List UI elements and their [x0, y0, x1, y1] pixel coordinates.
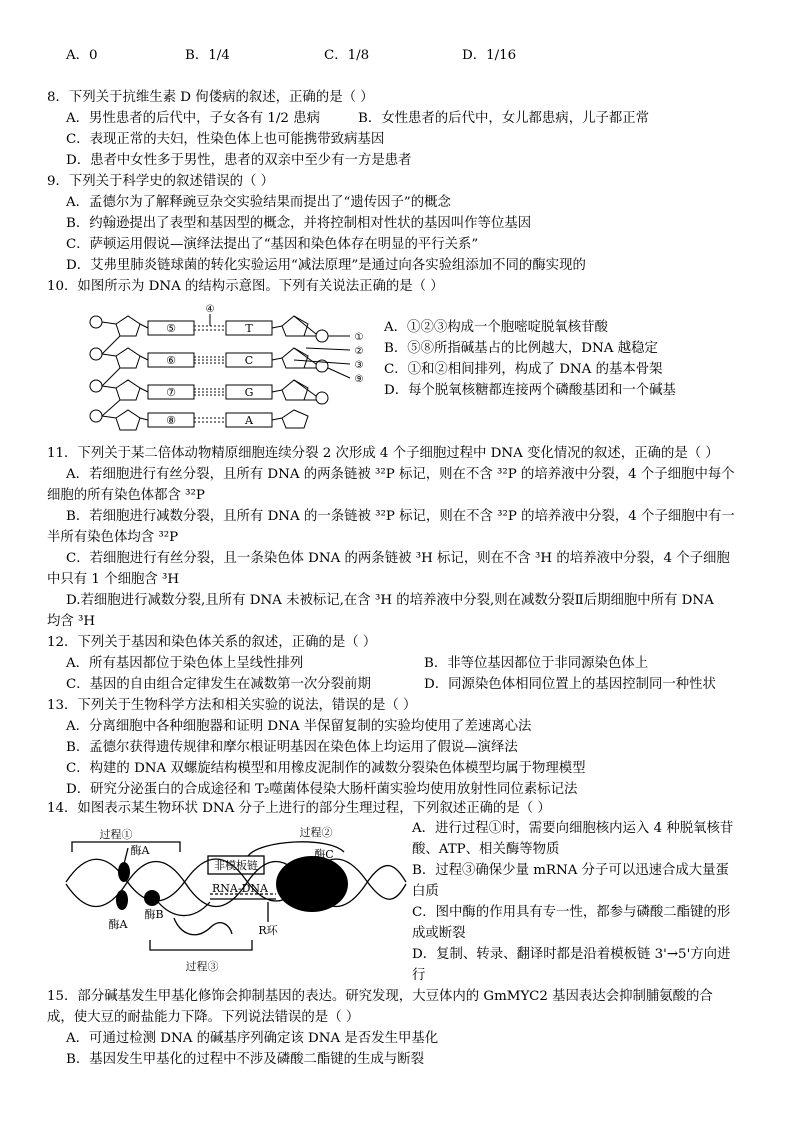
q9-option-d: D．艾弗里肺炎链球菌的转化实验运用“减法原理”是通过向各实验组添加不同的酶实现的: [66, 258, 586, 273]
q12-option-b: B．非等位基因都位于非同源染色体上: [424, 656, 649, 671]
q13-option-c: C．构建的 DNA 双螺旋结构模型和用橡皮泥制作的减数分裂染色体模型均属于物理模型: [66, 761, 586, 776]
q8-stem: 8．下列关于抗维生素 D 佝偻病的叙述，正确的是（ ）: [47, 90, 374, 105]
q8-option-d: D．患者中女性多于男性，患者的双亲中至少有一方是患者: [66, 153, 412, 168]
q11-option-c-line1: C．若细胞进行有丝分裂，且一条染色体 DNA 的两条链被 ³H 标记，则在不含 ³H 的培养液中分裂，4 个子细胞: [66, 551, 730, 566]
q14-option-b-line1: B．过程③确保少量 mRNA 分子可以迅速合成大量蛋: [412, 863, 729, 878]
enzyme-b-shape: [144, 890, 160, 906]
marker-label: ①: [354, 332, 364, 343]
q7-option-d: D．1/16: [462, 48, 517, 63]
r-loop-label: R环: [258, 924, 278, 937]
q11-option-b-line2: 半所有染色体均含 ³²P: [47, 530, 179, 545]
enzyme-a-label: 酶A: [130, 844, 150, 857]
q12-option-c: C．基因的自由组合定律发生在减数第一次分裂前期: [66, 677, 371, 692]
q15-stem-line1: 15．部分碱基发生甲基化修饰会抑制基因的表达。研究发现，大豆体内的 GmMYC2 基因表达会抑制脯氨酸的合: [47, 989, 713, 1004]
rna-dna-label: RNA-DNA: [212, 882, 268, 895]
q10-option-c: C．①和②相间排列，构成了 DNA 的基本骨架: [384, 362, 663, 377]
q15-stem-line2: 成，使大豆的耐盐能力下降。下列说法错误的是（ ）: [47, 1010, 360, 1025]
non-template-label: 非模板链: [214, 859, 258, 872]
q11-option-d-line1: D.若细胞进行减数分裂,且所有 DNA 未被标记,在含 ³H 的培养液中分裂,则在减数分裂Ⅱ后期细胞中所有 DNA: [66, 593, 714, 608]
q10-stem: 10．如图所示为 DNA 的结构示意图。下列有关说法正确的是（ ）: [47, 279, 444, 294]
marker-label: ③: [354, 360, 364, 371]
q7-option-b: B．1/4: [185, 48, 230, 63]
enzyme-b-label: 酶B: [144, 908, 164, 921]
q15-option-b: B．基因发生甲基化的过程中不涉及磷酸二酯键的生成与断裂: [66, 1052, 424, 1067]
marker-label: ④: [205, 304, 215, 315]
q12-stem: 12．下列关于基因和染色体关系的叙述，正确的是（ ）: [47, 635, 377, 650]
right-base-label: A: [245, 414, 253, 427]
right-base-label: T: [245, 322, 253, 335]
q14-option-d-line1: D．复制、转录、翻译时都是沿着模板链 3'→5'方向进: [412, 947, 731, 962]
q14-option-b-line2: 白质: [412, 884, 439, 899]
left-base-label: ⑥: [166, 354, 176, 367]
q14-option-a-line2: 酸、ATP、相关酶等物质: [412, 842, 560, 857]
q9-option-a: A．孟德尔为了解释豌豆杂交实验结果而提出了“遗传因子”的概念: [66, 195, 451, 210]
q9-stem: 9．下列关于科学史的叙述错误的（ ）: [47, 174, 275, 189]
process-3-label: 过程③: [185, 960, 219, 973]
q11-option-d-line2: 均含 ³H: [47, 614, 96, 629]
q12-option-a: A．所有基因都位于染色体上呈线性排列: [66, 656, 304, 671]
enzyme-a-label: 酶A: [108, 918, 128, 931]
q14-option-c-line2: 成或断裂: [412, 926, 466, 941]
enzyme-a-shape: [116, 890, 128, 910]
q13-stem: 13．下列关于生物科学方法和相关实验的说法，错误的是（ ）: [47, 698, 417, 713]
dna-process-diagram: [62, 822, 408, 986]
q14-option-d-line2: 行: [412, 968, 426, 983]
q14-option-a-line1: A．进行过程①时，需要向细胞核内运入 4 种脱氧核苷: [412, 821, 734, 836]
left-base-label: ⑦: [166, 386, 176, 399]
q8-option-b: B．女性患者的后代中，女儿都患病，儿子都正常: [358, 111, 650, 126]
right-base-label: G: [244, 386, 254, 399]
process-1-label: 过程①: [99, 828, 133, 841]
q10-option-b: B．⑤⑧所指碱基占的比例越大，DNA 越稳定: [384, 341, 658, 356]
q10-option-a: A．①②③构成一个胞嘧啶脱氧核苷酸: [384, 320, 608, 335]
q13-option-d: D．研究分泌蛋白的合成途径和 T₂噬菌体侵染大肠杆菌实验均使用放射性同位素标记法: [66, 782, 578, 797]
q14-stem: 14．如图表示某生物环状 DNA 分子上进行的部分生理过程，下列叙述正确的是（ ）: [47, 801, 551, 816]
q9-option-c: C．萨顿运用假说—演绎法提出了“基因和染色体存在明显的平行关系”: [66, 237, 479, 252]
right-base-label: C: [244, 354, 254, 367]
q11-option-a-line1: A．若细胞进行有丝分裂，且所有 DNA 的两条链被 ³²P 标记，则在不含 ³²P 的培养液中分裂，4 个子细胞中每个: [66, 467, 735, 482]
q13-option-b: B．孟德尔获得遗传规律和摩尔根证明基因在染色体上均运用了假说—演绎法: [66, 740, 518, 755]
q14-option-c-line1: C．图中酶的作用具有专一性，都参与磷酸二酯键的形: [412, 905, 731, 920]
q11-option-b-line1: B．若细胞进行减数分裂，且所有 DNA 的一条链被 ³²P 标记，则在不含 ³²P 的培养液中分裂，4 个子细胞中有一: [66, 509, 735, 524]
q11-option-a-line2: 细胞的所有染色体都含 ³²P: [47, 488, 205, 503]
q11-stem: 11．下列关于某二倍体动物精原细胞连续分裂 2 次形成 4 个子细胞过程中 DNA 变化情况的叙述，正确的是（ ）: [47, 446, 719, 461]
process-2-label: 过程②: [299, 826, 333, 839]
left-base-label: ⑧: [166, 414, 176, 427]
q15-option-a: A．可通过检测 DNA 的碱基序列确定该 DNA 是否发生甲基化: [66, 1031, 439, 1046]
q8-option-c: C．表现正常的夫妇，性染色体上也可能携带致病基因: [66, 132, 385, 147]
q12-option-d: D．同源染色体相同位置上的基因控制同一种性状: [424, 677, 716, 692]
q11-option-c-line2: 中只有 1 个细胞含 ³H: [47, 572, 180, 587]
q7-option-c: C．1/8: [324, 48, 370, 63]
dna-structure-diagram: [82, 302, 382, 432]
marker-label: ②: [354, 346, 364, 357]
q13-option-a: A．分离细胞中各种细胞器和证明 DNA 半保留复制的实验均使用了差速离心法: [66, 719, 532, 734]
marker-label: ⑨: [354, 374, 364, 385]
enzyme-c-shape: [276, 856, 348, 912]
q8-option-a: A．男性患者的后代中，子女各有 1/2 患病: [66, 111, 320, 126]
q10-option-d: D．每个脱氧核糖都连接两个磷酸基团和一个碱基: [384, 383, 676, 398]
left-base-label: ⑤: [166, 322, 176, 335]
q7-option-a: A．0: [66, 48, 98, 63]
q9-option-b: B．约翰逊提出了表型和基因型的概念，并将控制相对性状的基因叫作等位基因: [66, 216, 532, 231]
enzyme-c-label: 酶C: [314, 848, 334, 861]
enzyme-a-shape: [118, 862, 130, 882]
